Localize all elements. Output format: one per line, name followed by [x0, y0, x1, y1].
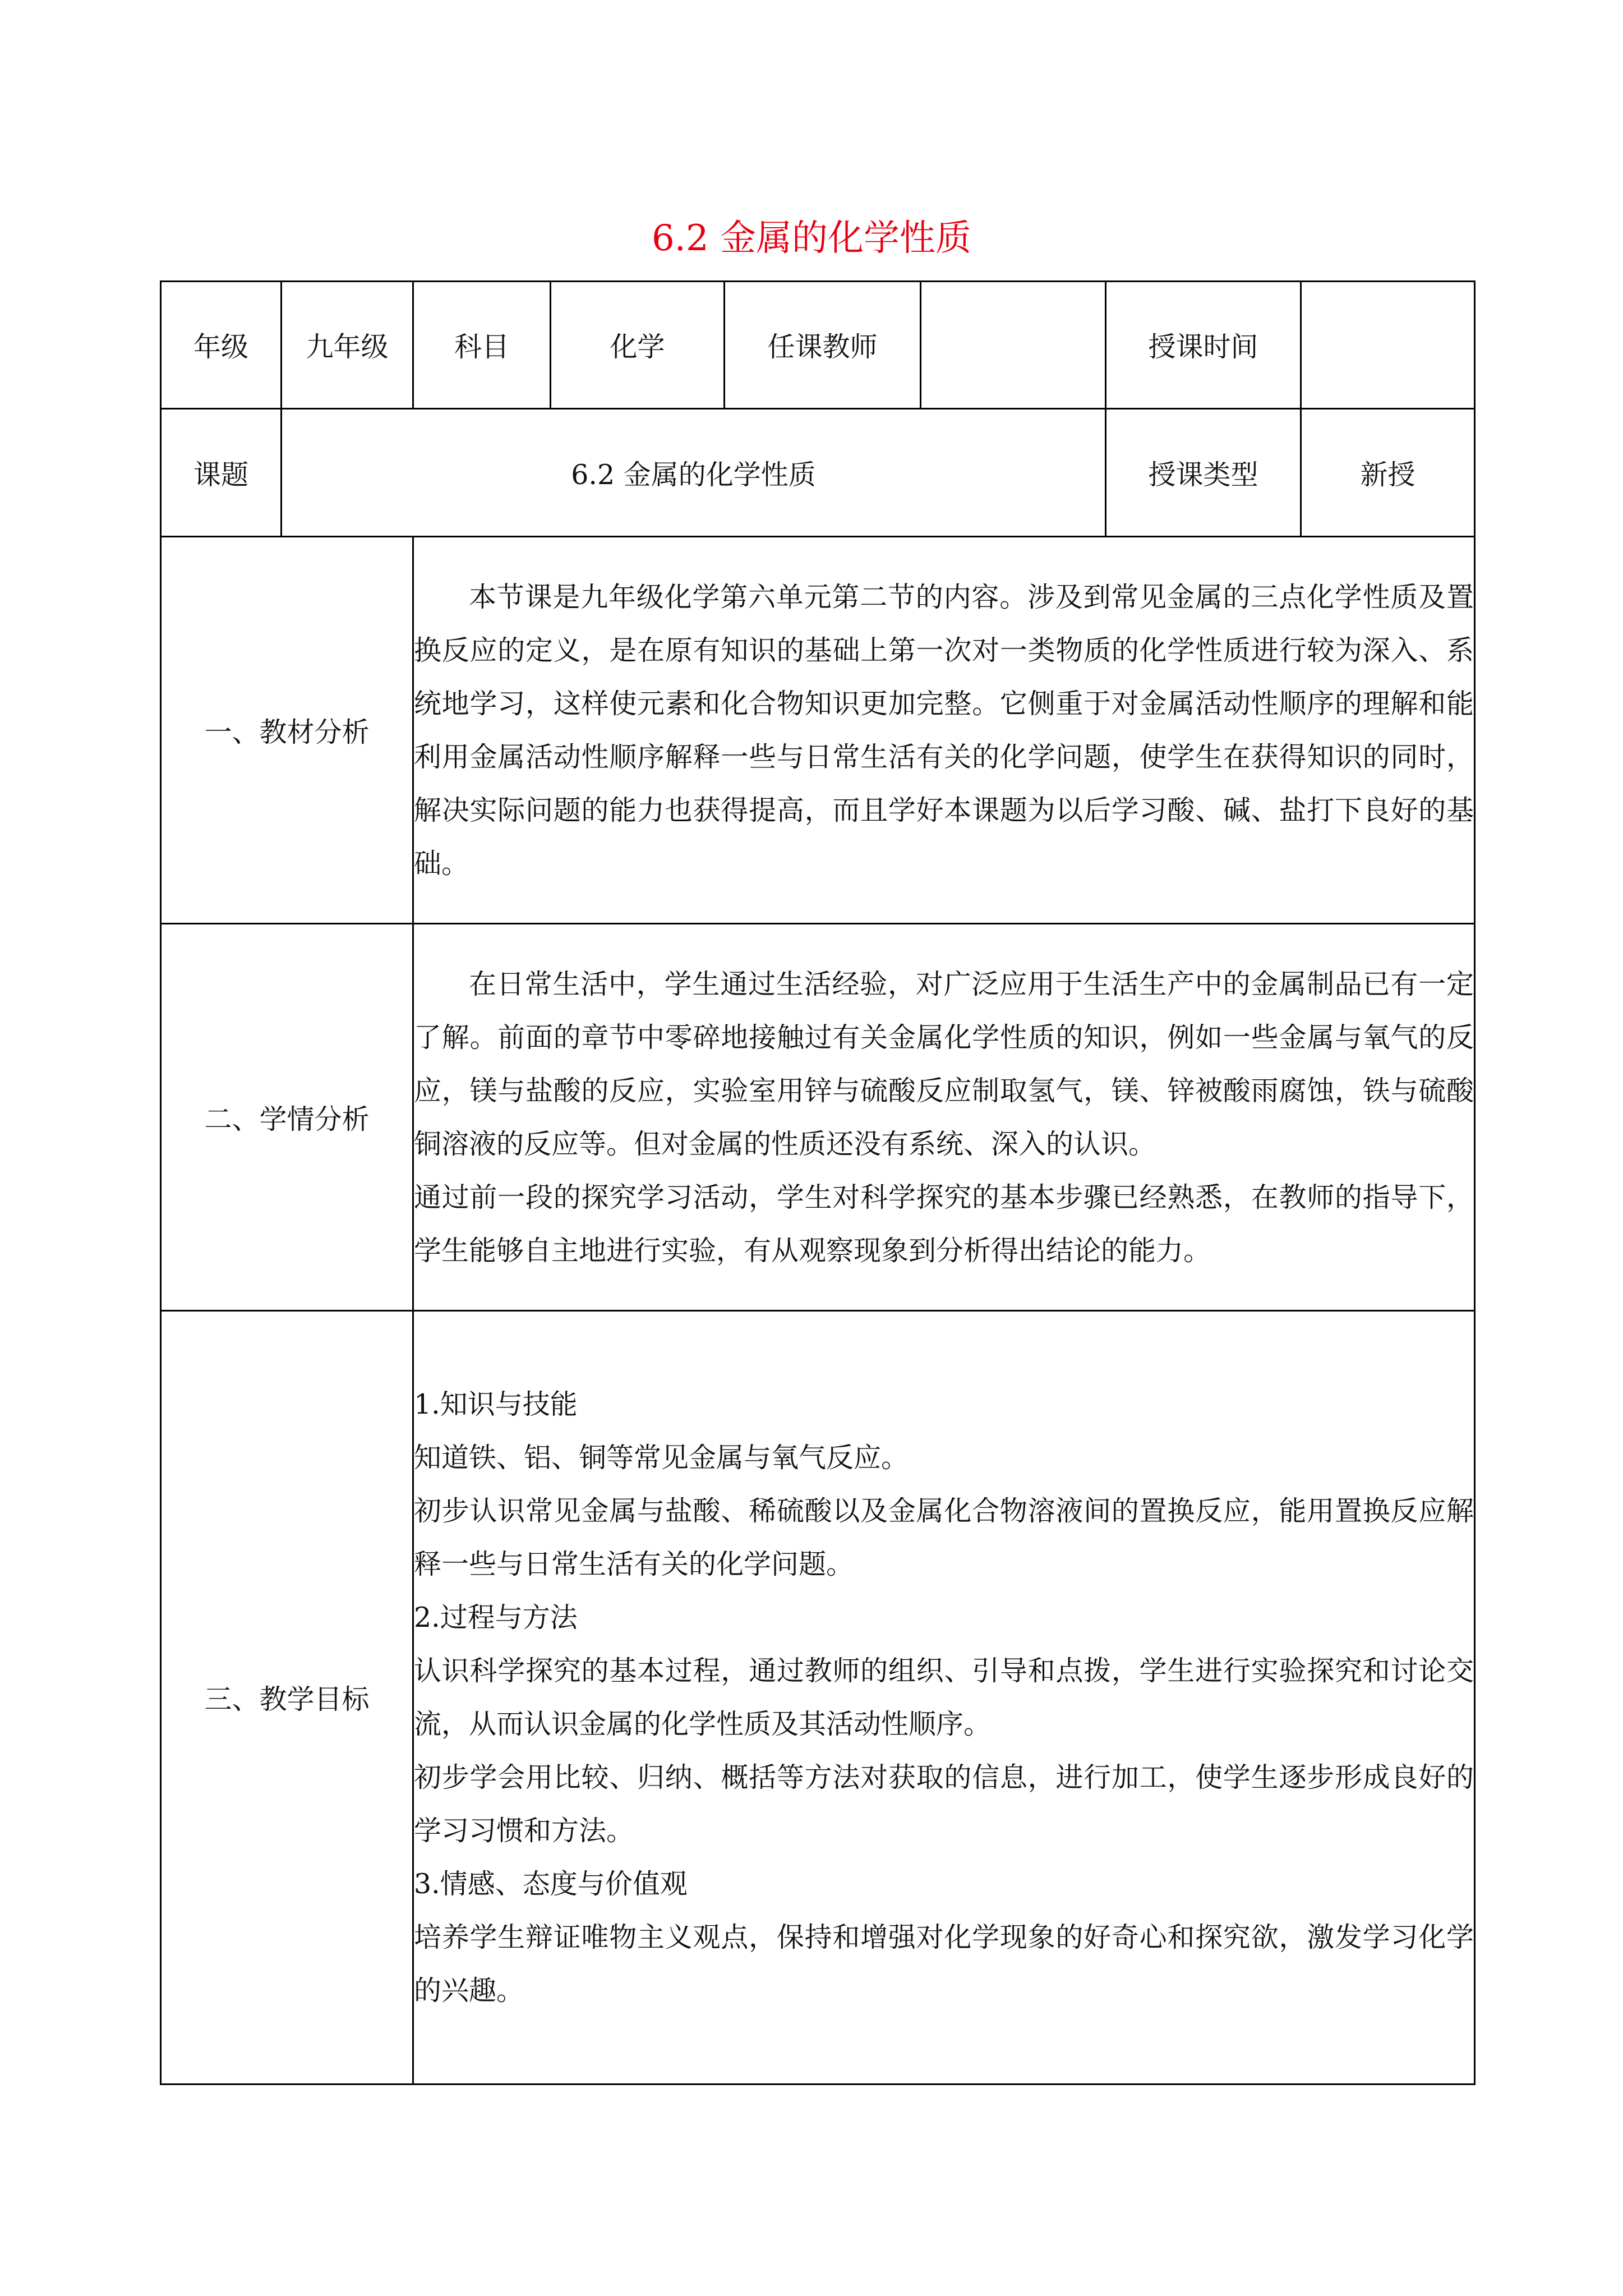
- section-content: [413, 1311, 1475, 2085]
- subject-label: 科目: [413, 282, 551, 409]
- section-textbook-analysis: [161, 537, 1475, 924]
- subject-value: 化学: [551, 282, 725, 409]
- subheading: 2.过程与方法: [414, 1602, 578, 1634]
- paragraph: 知道铁、铝、铜等常见金属与氧气反应。: [414, 1442, 909, 1474]
- paragraph: 初步认识常见金属与盐酸、稀硫酸以及金属化合物溶液间的置换反应，能用置换反应解释一些与日常生活有关的化学问题。: [414, 1495, 1474, 1580]
- topic-row: [161, 409, 1475, 537]
- section-teaching-objectives: [161, 1311, 1475, 2085]
- teacher-label: 任课教师: [725, 282, 921, 409]
- subheading: 3.情感、态度与价值观: [414, 1868, 688, 1900]
- type-label: 授课类型: [1106, 409, 1301, 537]
- section-student-analysis: [161, 924, 1475, 1311]
- document-title: 6.2 金属的化学性质: [651, 218, 972, 259]
- time-label: 授课时间: [1106, 282, 1301, 409]
- paragraph: 通过前一段的探究学习活动，学生对科学探究的基本步骤已经熟悉，在教师的指导下，学生能够自主地进行实验，有从观察现象到分析得出结论的能力。: [414, 1181, 1474, 1267]
- section-label: 三、教学目标: [161, 1311, 413, 2085]
- paragraph: 培养学生辩证唯物主义观点，保持和增强对化学现象的好奇心和探究欲，激发学习化学的兴趣。: [414, 1921, 1474, 2007]
- section-label: 二、学情分析: [161, 924, 413, 1311]
- grade-label: 年级: [161, 282, 282, 409]
- topic-label: 课题: [161, 409, 282, 537]
- grade-value: 九年级: [282, 282, 413, 409]
- paragraph: 认识科学探究的基本过程，通过教师的组织、引导和点拨，学生进行实验探究和讨论交流，从而认识金属的化学性质及其活动性顺序。: [414, 1655, 1474, 1740]
- teacher-value: [921, 282, 1106, 409]
- topic-value: 6.2 金属的化学性质: [282, 409, 1106, 537]
- type-value: 新授: [1301, 409, 1475, 537]
- paragraph: 本节课是九年级化学第六单元第二节的内容。涉及到常见金属的三点化学性质及置换反应的定义，是在原有知识的基础上第一次对一类物质的化学性质进行较为深入、系统地学习，这样使元素和化合物知识更加完整。它侧重于对金属活动性顺序的理解和能利用金属活动性顺序解释一些与日常生活有关的化学问题，使学生在获得知识的同时，解决实际问题的能力也获得提高，而且学好本课题为以后学习酸、碱、盐打下良好的基础。: [414, 581, 1474, 880]
- info-row: [161, 282, 1475, 409]
- section-content: [413, 924, 1475, 1311]
- section-content: [413, 537, 1475, 924]
- lesson-plan-table: [160, 280, 1476, 2085]
- paragraph: 在日常生活中，学生通过生活经验，对广泛应用于生活生产中的金属制品已有一定了解。前面的章节中零碎地接触过有关金属化学性质的知识，例如一些金属与氧气的反应，镁与盐酸的反应，实验室用锌与硫酸反应制取氢气，镁、锌被酸雨腐蚀，铁与硫酸铜溶液的反应等。但对金属的性质还没有系统、深入的认识。: [414, 968, 1474, 1160]
- subheading: 1.知识与技能: [414, 1388, 578, 1420]
- section-label: 一、教材分析: [161, 537, 413, 924]
- paragraph: 初步学会用比较、归纳、概括等方法对获取的信息，进行加工，使学生逐步形成良好的学习习惯和方法。: [414, 1761, 1474, 1847]
- time-value: [1301, 282, 1475, 409]
